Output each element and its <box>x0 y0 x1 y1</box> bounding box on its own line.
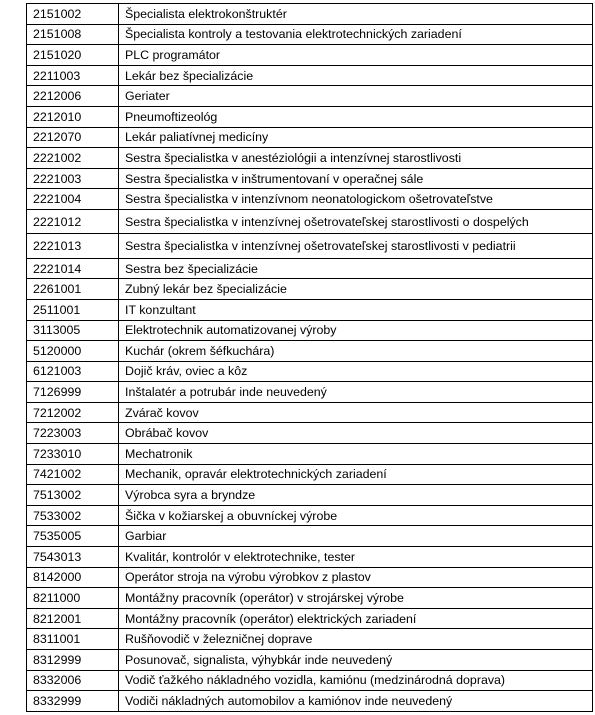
occupation-name: Mechatronik <box>119 444 593 465</box>
table-row <box>27 485 593 506</box>
table-row <box>27 127 593 148</box>
table-row <box>27 299 593 320</box>
occupation-name: Špecialista kontroly a testovania elektrotechnických zariadení <box>119 24 593 45</box>
occupation-code: 2511001 <box>27 299 119 320</box>
table-row <box>27 505 593 526</box>
table-row <box>27 629 593 650</box>
occupation-name: Rušňovodič v železničnej doprave <box>119 629 593 650</box>
occupation-table-body <box>27 4 593 712</box>
occupation-code: 2212010 <box>27 106 119 127</box>
occupation-name: Kuchár (okrem šéfkuchára) <box>119 341 593 362</box>
table-row <box>27 320 593 341</box>
occupation-code: 8311001 <box>27 629 119 650</box>
table-row <box>27 526 593 547</box>
table-row <box>27 691 593 712</box>
occupation-name: Montážny pracovník (operátor) elektrických zariadení <box>119 608 593 629</box>
occupation-name: Zvárač kovov <box>119 402 593 423</box>
occupation-name: Obrábač kovov <box>119 423 593 444</box>
table-row <box>27 209 593 233</box>
occupation-name: Sestra špecialistka v intenzívnej ošetrovateľskej starostlivosti o dospelých <box>119 209 593 233</box>
table-row <box>27 168 593 189</box>
occupation-name: Operátor stroja na výrobu výrobkov z plastov <box>119 567 593 588</box>
table-row <box>27 45 593 66</box>
table-row <box>27 361 593 382</box>
occupation-code: 3113005 <box>27 320 119 341</box>
occupation-code: 2221012 <box>27 209 119 233</box>
occupation-code: 7126999 <box>27 382 119 403</box>
occupation-code: 8312999 <box>27 650 119 671</box>
table-row <box>27 148 593 169</box>
table-row <box>27 24 593 45</box>
occupation-name: Lekár bez špecializácie <box>119 65 593 86</box>
occupation-name: Sestra špecialistka v intenzívnej ošetrovateľskej starostlivosti v pediatrii <box>119 234 593 258</box>
occupation-name: Špecialista elektrokonštruktér <box>119 4 593 25</box>
table-row <box>27 608 593 629</box>
occupation-name: Pneumoftizeológ <box>119 106 593 127</box>
occupation-code: 7223003 <box>27 423 119 444</box>
table-row <box>27 670 593 691</box>
occupation-name: Posunovač, signalista, výhybkár inde neuvedený <box>119 650 593 671</box>
occupation-name: Sestra bez špecializácie <box>119 258 593 279</box>
occupation-code: 8332999 <box>27 691 119 712</box>
occupation-name: Inštalatér a potrubár inde neuvedený <box>119 382 593 403</box>
table-row <box>27 567 593 588</box>
occupation-name: Vodiči nákladných automobilov a kamiónov inde neuvedený <box>119 691 593 712</box>
occupation-name: Zubný lekár bez špecializácie <box>119 279 593 300</box>
occupation-code: 5120000 <box>27 341 119 362</box>
table-row <box>27 106 593 127</box>
table-row <box>27 402 593 423</box>
occupation-code: 2151008 <box>27 24 119 45</box>
occupation-code: 2212070 <box>27 127 119 148</box>
occupation-code: 2151002 <box>27 4 119 25</box>
occupation-code: 8332006 <box>27 670 119 691</box>
table-row <box>27 4 593 25</box>
occupation-name: Sestra špecialistka v inštrumentovaní v operačnej sále <box>119 168 593 189</box>
occupation-code: 6121003 <box>27 361 119 382</box>
table-row <box>27 382 593 403</box>
occupation-name: Garbiar <box>119 526 593 547</box>
occupation-code: 2221002 <box>27 148 119 169</box>
occupation-name: Geriater <box>119 86 593 107</box>
occupation-code: 7543013 <box>27 547 119 568</box>
occupation-name: PLC programátor <box>119 45 593 66</box>
occupation-code: 7533002 <box>27 505 119 526</box>
table-row <box>27 588 593 609</box>
occupation-code: 8212001 <box>27 608 119 629</box>
occupation-name: Sestra špecialistka v intenzívnom neonatologickom ošetrovateľstve <box>119 189 593 210</box>
occupation-code: 2261001 <box>27 279 119 300</box>
occupation-name: Sestra špecialistka v anestéziológii a intenzívnej starostlivosti <box>119 148 593 169</box>
occupation-code: 2211003 <box>27 65 119 86</box>
table-row <box>27 444 593 465</box>
table-row <box>27 547 593 568</box>
occupation-code: 2221014 <box>27 258 119 279</box>
occupation-code: 2151020 <box>27 45 119 66</box>
occupation-name: IT konzultant <box>119 299 593 320</box>
occupation-code: 7212002 <box>27 402 119 423</box>
table-row <box>27 650 593 671</box>
table-row <box>27 341 593 362</box>
table-row <box>27 279 593 300</box>
table-row <box>27 258 593 279</box>
occupation-name: Elektrotechnik automatizovanej výroby <box>119 320 593 341</box>
occupation-code: 7535005 <box>27 526 119 547</box>
occupation-code: 8211000 <box>27 588 119 609</box>
table-row <box>27 234 593 258</box>
occupation-name: Mechanik, opravár elektrotechnických zariadení <box>119 464 593 485</box>
occupation-name: Lekár paliatívnej medicíny <box>119 127 593 148</box>
occupation-name: Kvalitár, kontrolór v elektrotechnike, tester <box>119 547 593 568</box>
table-row <box>27 423 593 444</box>
occupation-name: Výrobca syra a bryndze <box>119 485 593 506</box>
occupation-table <box>26 3 593 712</box>
occupation-name: Montážny pracovník (operátor) v strojárskej výrobe <box>119 588 593 609</box>
occupation-code: 2221004 <box>27 189 119 210</box>
occupation-code: 2221003 <box>27 168 119 189</box>
occupation-name: Vodič ťažkého nákladného vozidla, kamiónu (medzinárodná doprava) <box>119 670 593 691</box>
occupation-code: 2221013 <box>27 234 119 258</box>
occupation-name: Šička v kožiarskej a obuvníckej výrobe <box>119 505 593 526</box>
table-row <box>27 189 593 210</box>
occupation-code: 2212006 <box>27 86 119 107</box>
table-row <box>27 65 593 86</box>
occupation-code: 7513002 <box>27 485 119 506</box>
occupation-code: 7233010 <box>27 444 119 465</box>
occupation-code: 8142000 <box>27 567 119 588</box>
occupation-name: Dojič kráv, oviec a kôz <box>119 361 593 382</box>
occupation-code: 7421002 <box>27 464 119 485</box>
table-row <box>27 86 593 107</box>
table-row <box>27 464 593 485</box>
